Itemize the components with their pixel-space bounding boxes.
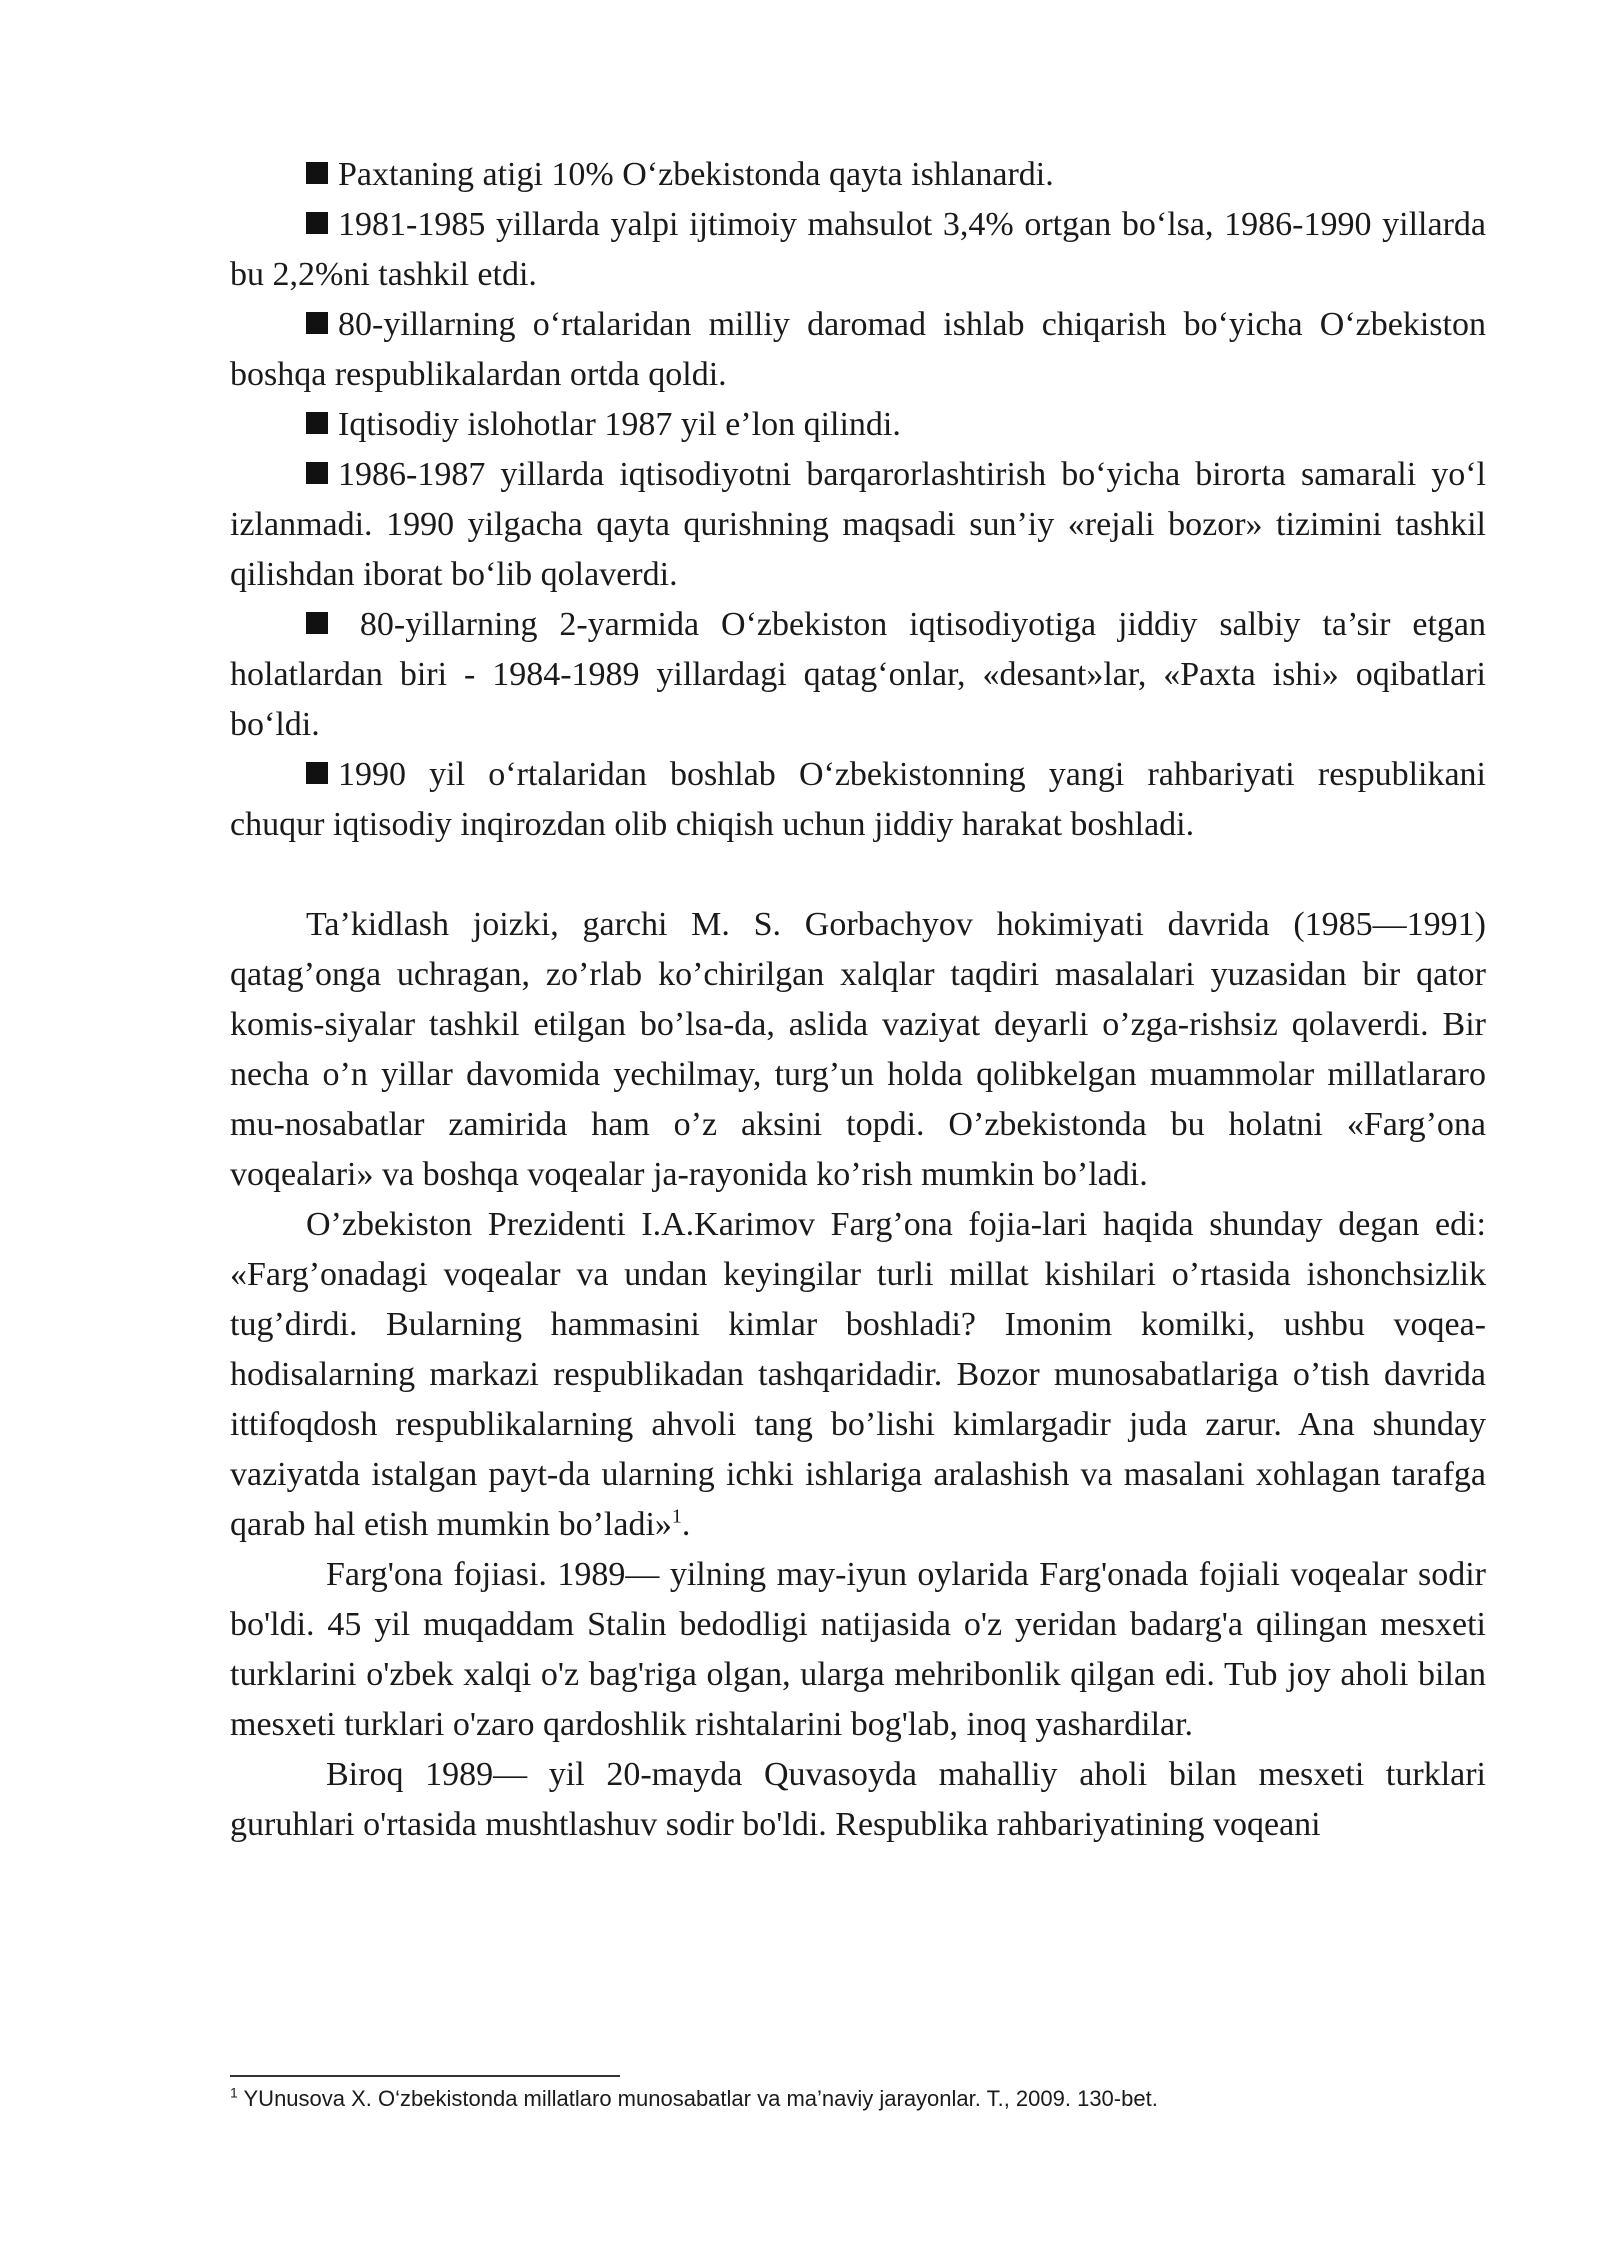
bullet-item: 1986-1987 yillarda iqtisodiyotni barqarorlashtirish bo‘yicha birorta samarali yo‘l izlanmadi. 1990 yilgacha qayta qurishning maqsadi sun’iy «rejali bozor» tizimini tashkil qilishdan iborat bo‘lib qolaverdi. [230, 456, 1486, 593]
square-bullet-icon [306, 462, 328, 484]
footnote-mark: 1 [230, 2084, 238, 2101]
bullet-item: 80-yillarning o‘rtalaridan milliy daromad ishlab chiqarish bo‘yicha O‘zbekiston boshqa respublikalardan ortda qoldi. [230, 306, 1486, 393]
body-paragraph: Ta’kidlash joizki, garchi M. S. Gorbachyov hokimiyati davrida (1985—1991) qatag’onga uchragan, zo’rlab ko’chirilgan xalqlar taqdiri masalalari yuzasidan bir qator komis-siyalar tashkil etilgan bo’lsa-da, aslida vaziyat deyarli o’zga-rishsiz qolaverdi. Bir necha o’n yillar davomida yechilmay, turg’un holda qolibkelgan muammolar millatlararo mu-nosabatlar zamirida ham o’z aksini topdi. O’zbekistonda bu holatni «Farg’ona voqealari» va boshqa voqealar ja-rayonida ko’rish mumkin bo’ladi. [230, 906, 1486, 1193]
paragraph-gap [230, 850, 1486, 900]
footnote-reference[interactable]: 1 [671, 1505, 682, 1528]
square-bullet-icon [306, 762, 328, 784]
square-bullet-icon [306, 412, 328, 434]
footnote [230, 2083, 1486, 2115]
body-paragraph-quote: O’zbekiston Prezidenti I.A.Karimov Farg’ona fojia-lari haqida shunday degan edi: «Farg’onadagi voqealar va undan keyingilar turli millat kishilari o’rtasida ishonchsizlik tug’dirdi. Bularning hammasini kimlar boshladi? Imonim komilki, ushbu voqea-hodisalarning markazi respublikadan tashqaridadir. Bozor munosabatlariga o’tish davrida ittifoqdosh respublikalarning ahvoli tang bo’lishi kimlargadir juda zarur. Ana shunday vaziyatda istalgan payt-da ularning ichki ishlariga aralashish va masalani xohlagan tarafga qarab hal etish mumkin bo’ladi»$^1$. [230, 1206, 1486, 1543]
bullet-item: Iqtisodiy islohotlar 1987 yil e’lon qilindi. [230, 400, 1486, 450]
bullet-item: 1981-1985 yillarda yalpi ijtimoiy mahsulot 3,4% ortgan bo‘lsa, 1986-1990 yillarda bu 2,2%ni tashkil etdi. [230, 206, 1486, 293]
square-bullet-icon [306, 162, 328, 184]
document-body [230, 150, 1486, 1850]
square-bullet-icon [306, 312, 328, 334]
bullet-item: Paxtaning atigi 10% O‘zbekistonda qayta ishlanardi. [230, 150, 1486, 200]
square-bullet-icon [306, 212, 328, 234]
square-bullet-icon [306, 612, 328, 634]
bullet-item: 1990 yil o‘rtalaridan boshlab O‘zbekistonning yangi rahbariyati respublikani chuqur iqtisodiy inqirozdan olib chiqish uchun jiddiy harakat boshladi. [230, 756, 1486, 843]
body-paragraph: Biroq 1989— yil 20-mayda Quvasoyda mahalliy aholi bilan mesxeti turklari guruhlari o'rtasida mushtlashuv sodir bo'ldi. Respublika rahbariyatining voqeani [230, 1756, 1486, 1843]
body-paragraph: Farg'ona fojiasi. 1989— yilning may-iyun oylarida Farg'onada fojiali voqealar sodir bo'ldi. 45 yil muqaddam Stalin bedodligi natijasida o'z yeridan badarg'a qilingan mesxeti turklarini o'zbek xalqi o'z bag'riga olgan, ularga mehribonlik qilgan edi. Tub joy aholi bilan mesxeti turklari o'zaro qardoshlik rishtalarini bog'lab, inoq yashardilar. [230, 1556, 1486, 1743]
footnote-text: YUnusova X. O‘zbekistonda millatlaro munosabatlar va ma’naviy jarayonlar. T., 2009. 130-bet. [237, 2086, 1158, 2111]
bullet-item: 80-yillarning 2-yarmida O‘zbekiston iqtisodiyotiga jiddiy salbiy ta’sir etgan holatlardan biri - 1984-1989 yillardagi qatag‘onlar, «desant»lar, «Paxta ishi» oqibatlari bo‘ldi. [230, 606, 1486, 743]
footnote-separator [230, 2075, 620, 2077]
